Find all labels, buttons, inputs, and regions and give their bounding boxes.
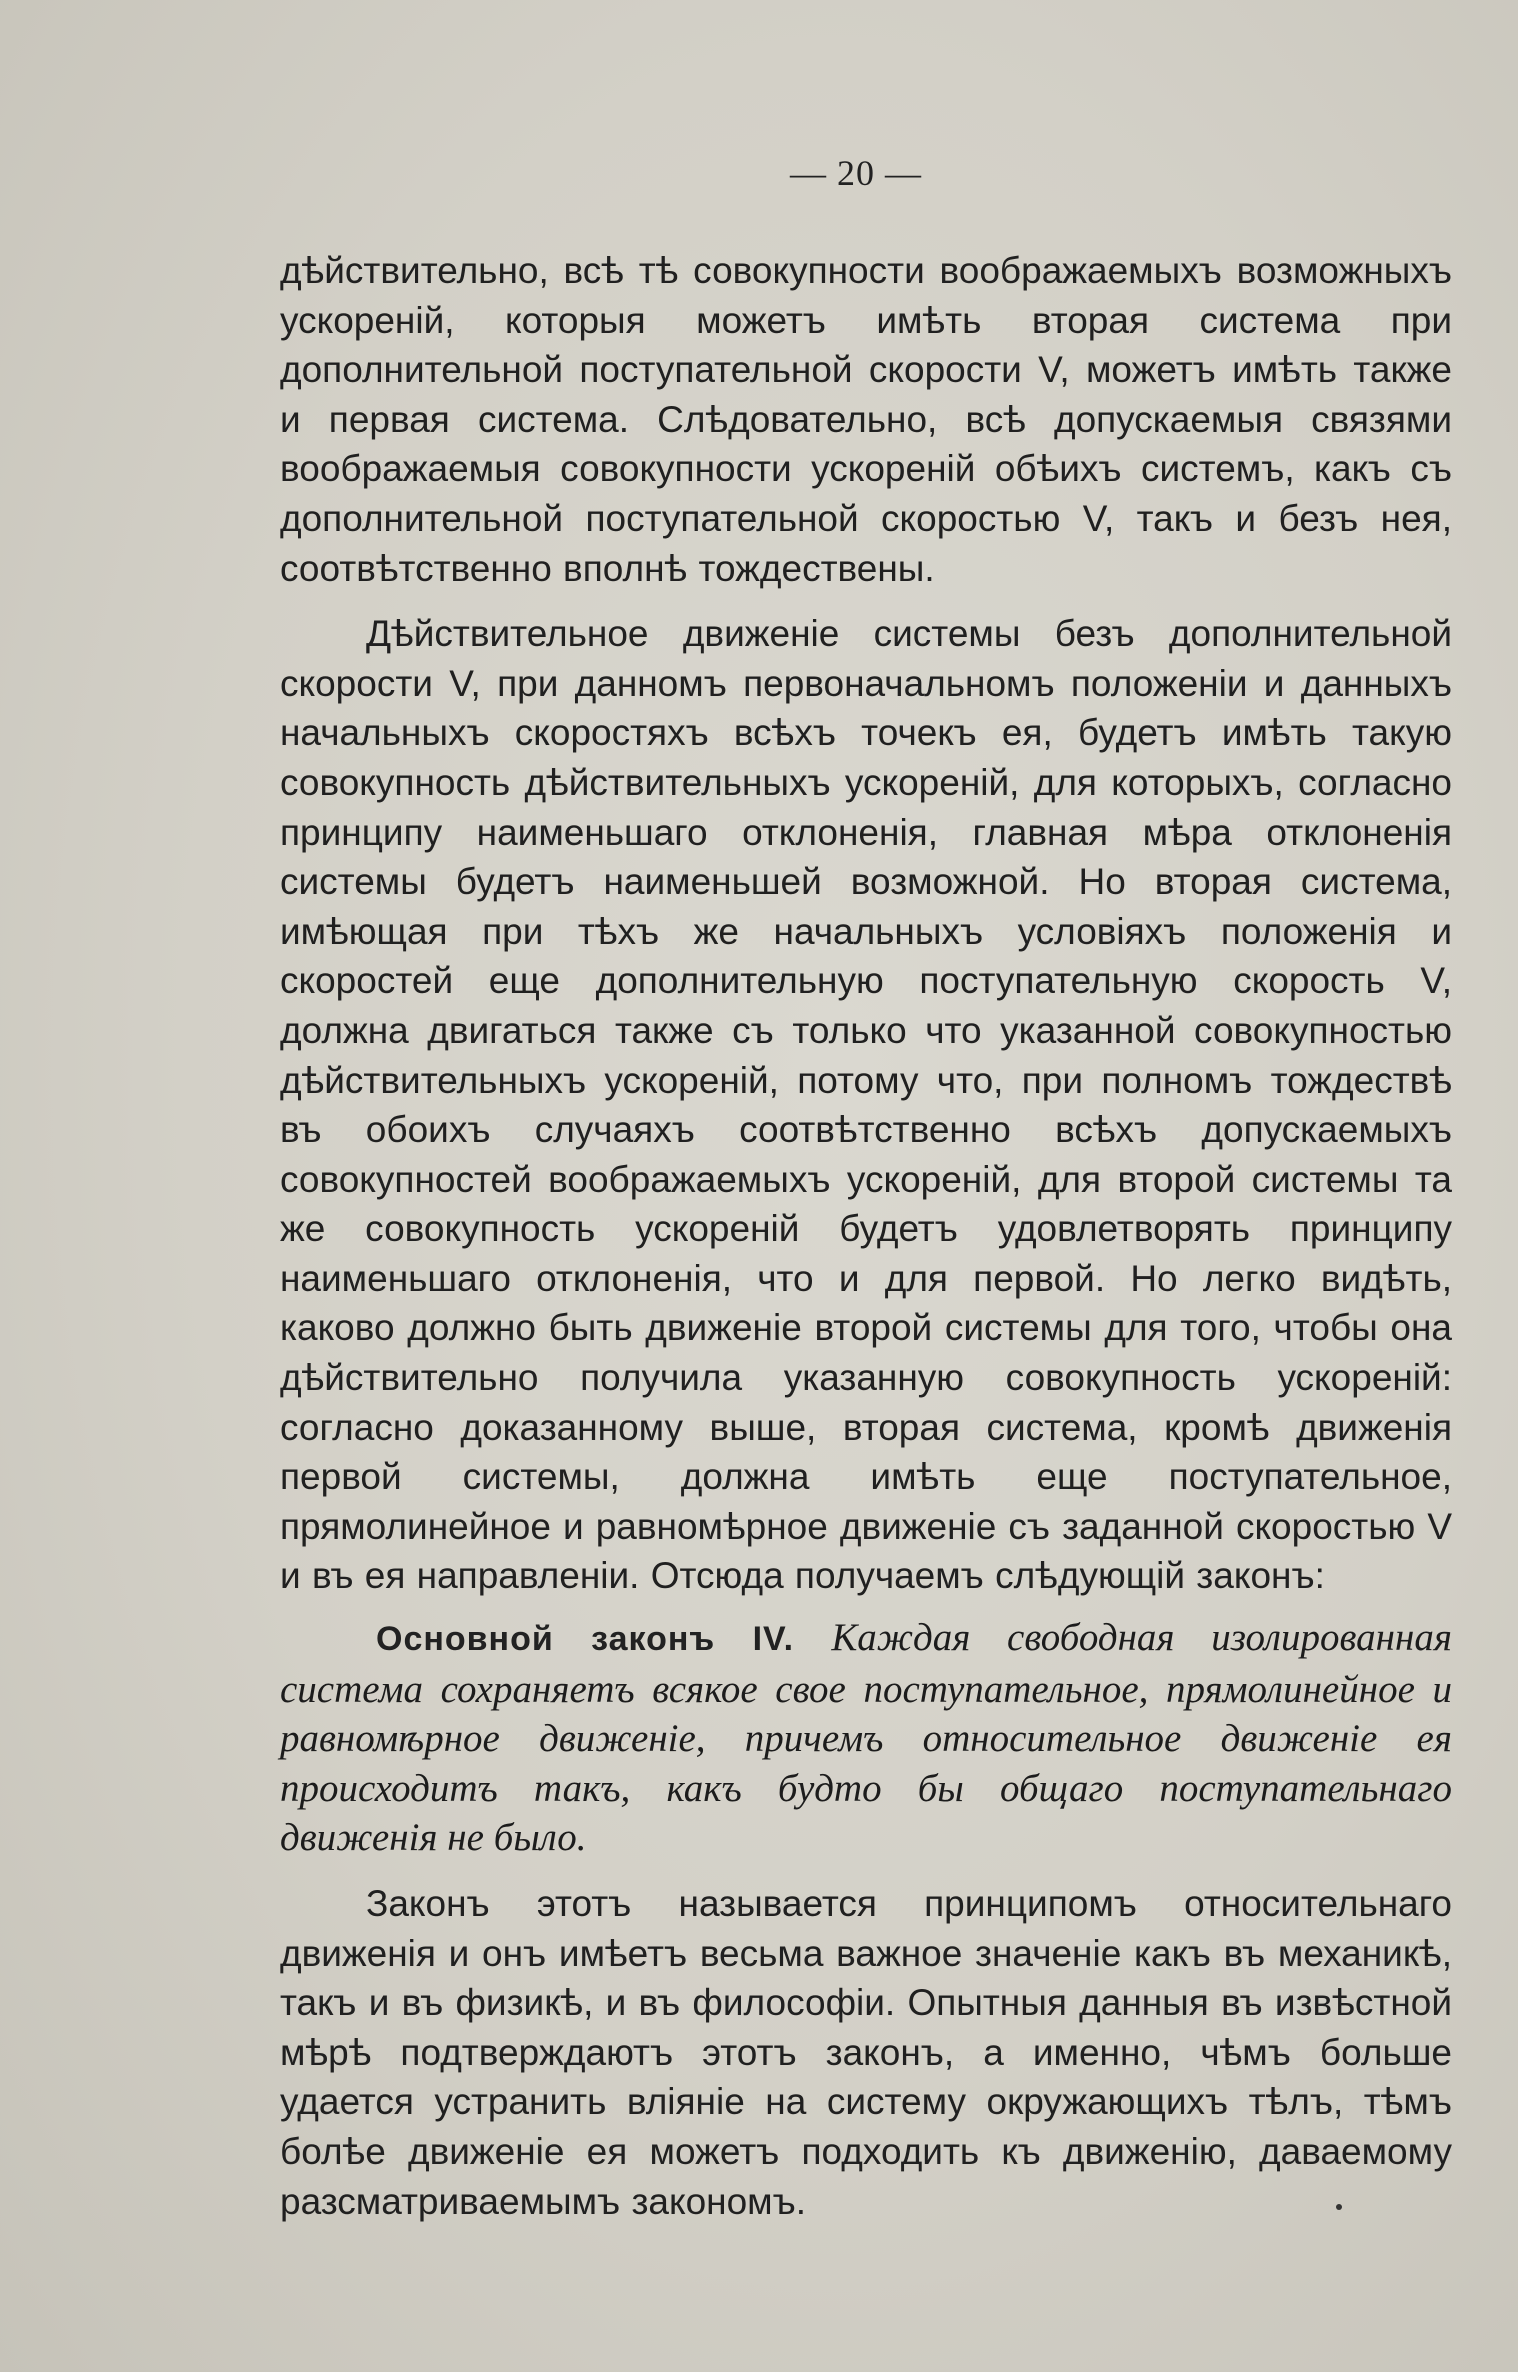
paragraph-1: дѣйствительно, всѣ тѣ совокупности воображаемыхъ возможныхъ ускореній, которыя можетъ имѣть вторая система при дополнительной поступательной скорости V, можетъ имѣть также и первая система. Слѣдовательно, всѣ допускаемыя связями воображаемыя совокупности ускореній обѣихъ системъ, какъ съ дополнительной поступательной скоростью V, такъ и безъ нея, соотвѣтственно вполнѣ тождествены.	[280, 250, 1452, 589]
law-label: Основной законъ IV.	[376, 1620, 795, 1659]
page-number: — 20 —	[790, 153, 922, 193]
ink-speck	[1336, 2204, 1342, 2210]
paragraph-2: Дѣйствительное движеніе системы безъ дополнительной скорости V, при данномъ первоначальномъ положеніи и данныхъ начальныхъ скоростяхъ всѣхъ точекъ ея, будетъ имѣть такую совокупность дѣйствительныхъ ускореній, для которыхъ, согласно принципу наименьшаго отклоненія, главная мѣра отклоненія системы будетъ наименьшей возможной. Но вторая система, имѣющая при тѣхъ же начальныхъ условіяхъ положенія и скоростей еще дополнительную поступательную скорость V, должна двигаться также съ только что указанной совокупностью дѣйствительныхъ ускореній, потому что, при полномъ тождествѣ въ обоихъ случаяхъ соотвѣтственно всѣхъ допускаемыхъ совокупностей воображаемыхъ ускореній, для второй системы та же совокупность ускореній будетъ удовлетворять принципу наименьшаго отклоненія, что и для первой. Но легко видѣть, каково должно быть движеніе второй системы для того, чтобы она дѣйствительно получила указанную совокупность ускореній: согласно доказанному выше, вторая система, кромѣ движенія первой системы, должна имѣть еще поступательное, прямолинейное и равномѣрное движеніе съ заданной скоростью V и въ ея направленіи. Отсюда получаемъ слѣдующій законъ:	[280, 613, 1452, 1597]
law-text: Каждая свободная изолированная система сохраняетъ всякое свое поступательное, прямолинейное и равномѣрное движеніе, причемъ относительное движеніе ея происходитъ такъ, какъ будто бы общаго поступательнаго движенія не было.	[280, 1616, 1452, 1860]
body-text	[280, 246, 1452, 2226]
paragraph-3: Законъ этотъ называется принципомъ относительнаго движенія и онъ имѣетъ весьма важное значеніе какъ въ механикѣ, такъ и въ физикѣ, и въ философіи. Опытныя данныя въ извѣстной мѣрѣ подтверждаютъ этотъ законъ, а именно, чѣмъ больше удается устранить вліяніе на систему окружающихъ тѣлъ, тѣмъ болѣе движеніе ея можетъ подходить къ движенію, даваемому разсматриваемымъ закономъ.	[280, 1883, 1452, 2222]
law-statement	[280, 1613, 1452, 1863]
